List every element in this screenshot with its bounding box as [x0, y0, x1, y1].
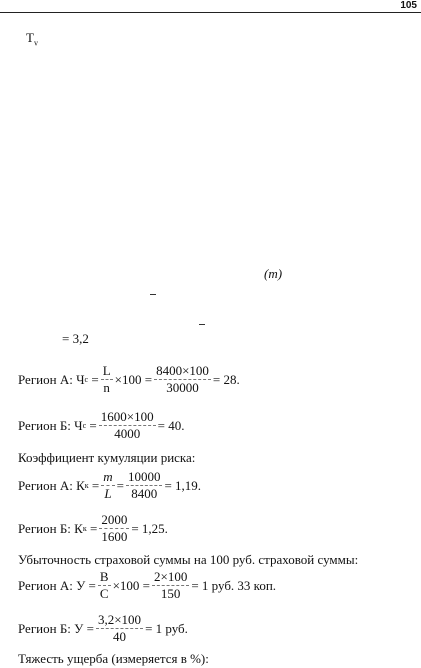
- region-b-label: Регион Б:: [18, 417, 71, 433]
- loss-ratio-heading: Убыточность страховой суммы на 100 руб. страховой суммы:: [18, 552, 359, 567]
- tv-fragment: [26, 30, 38, 52]
- fraction-numerator: 2×100: [153, 569, 188, 584]
- eq32-fragment: = 3,2: [62, 331, 89, 346]
- region-a-label: Регион А:: [18, 477, 73, 493]
- fraction-numerator: 3,2×100: [97, 612, 142, 627]
- fraction-denominator: L: [104, 486, 112, 501]
- lhs-symbol: К: [74, 520, 83, 536]
- fraction-denominator: С: [99, 586, 109, 601]
- fraction-2: [126, 470, 163, 501]
- fraction-2: [154, 364, 211, 395]
- fraction-denominator: 1600: [101, 529, 128, 544]
- fraction-numerator: L: [102, 363, 111, 378]
- fraction-2: [152, 570, 189, 601]
- region-b-frequency-equation: [18, 410, 184, 441]
- result-text: = 1 руб. 33 коп.: [191, 577, 277, 593]
- tv-sub: v: [33, 38, 38, 48]
- multiplier-text: ×100 =: [112, 577, 150, 593]
- fraction-numerator: m: [103, 469, 113, 484]
- fraction-1: [101, 470, 114, 501]
- result-text: = 40.: [157, 417, 185, 433]
- lhs-symbol: У: [76, 577, 86, 593]
- equals-sign: =: [88, 577, 96, 593]
- equals-sign: =: [91, 371, 99, 387]
- region-b-label: Регион Б:: [18, 520, 71, 536]
- fraction-denominator: n: [103, 380, 110, 395]
- fraction-denominator: 40: [113, 629, 127, 644]
- lhs-subscript: к: [84, 480, 89, 490]
- severity-heading: Тяжесть ущерба (измеряется в %):: [18, 651, 209, 666]
- lhs-subscript: к: [82, 523, 87, 533]
- fraction-1: [98, 570, 111, 601]
- region-b-loss-equation: [18, 613, 188, 644]
- fraction-1: [101, 364, 113, 395]
- lhs-subscript: с: [82, 420, 87, 430]
- header-rule: [0, 12, 421, 13]
- fraction-1: [99, 513, 129, 544]
- fraction-numerator: 2000: [101, 512, 128, 527]
- fraction-numerator: В: [99, 569, 109, 584]
- fraction-numerator: 10000: [127, 469, 161, 484]
- lhs-symbol: У: [74, 620, 84, 636]
- region-b-cumulation-equation: [18, 513, 168, 544]
- m-label: (m): [264, 266, 283, 281]
- region-a-cumulation-equation: [18, 470, 201, 501]
- lhs-symbol: Ч: [76, 371, 85, 387]
- lhs-symbol: К: [76, 477, 85, 493]
- fraction-1: [99, 410, 156, 441]
- equals-sign: =: [86, 620, 94, 636]
- stray-tick-1: [150, 294, 156, 295]
- region-a-label: Регион А:: [18, 577, 73, 593]
- region-a-label: Регион А:: [18, 371, 73, 387]
- region-b-label: Регион Б:: [18, 620, 71, 636]
- multiplier-text: ×100 =: [114, 371, 153, 387]
- equals-sign: =: [89, 417, 97, 433]
- fraction-numerator: 1600×100: [100, 409, 154, 424]
- fraction-numerator: 8400×100: [156, 363, 209, 378]
- stray-tick-2: [199, 324, 205, 325]
- equals-text: =: [116, 477, 124, 493]
- equals-sign: =: [89, 520, 98, 536]
- fraction-1: [96, 613, 143, 644]
- cumulation-heading: Коэффициент кумуляции риска:: [18, 450, 196, 465]
- region-a-loss-equation: [18, 570, 276, 601]
- equals-sign: =: [91, 477, 100, 493]
- result-text: = 1,25.: [131, 520, 168, 536]
- fraction-denominator: 30000: [166, 380, 199, 395]
- page-number: 105: [400, 0, 417, 11]
- result-text: = 28.: [212, 371, 240, 387]
- fraction-denominator: 150: [160, 586, 181, 601]
- tv-main: T: [26, 30, 34, 45]
- result-text: = 1 руб.: [145, 620, 188, 636]
- region-a-frequency-equation: [18, 364, 240, 395]
- lhs-subscript: с: [84, 374, 89, 384]
- lhs-symbol: Ч: [74, 417, 83, 433]
- fraction-denominator: 8400: [131, 486, 158, 501]
- fraction-denominator: 4000: [114, 426, 141, 441]
- result-text: = 1,19.: [164, 477, 202, 493]
